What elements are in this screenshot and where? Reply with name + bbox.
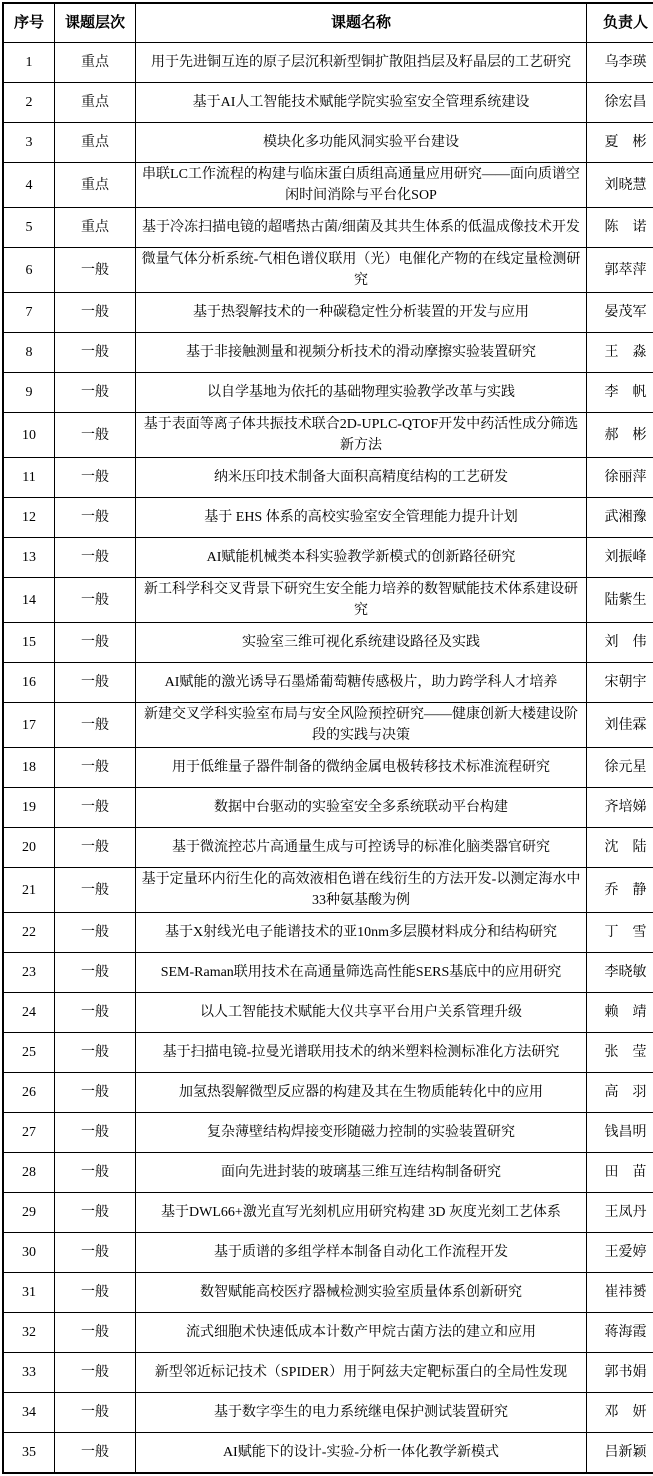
- cell-title: 微量气体分析系统-气相色谱仪联用（光）电催化产物的在线定量检测研究: [136, 248, 587, 293]
- cell-leader: 宋朝宇: [587, 663, 653, 703]
- cell-level: 一般: [55, 1393, 136, 1433]
- cell-level: 一般: [55, 1433, 136, 1474]
- cell-title: 基于非接触测量和视频分析技术的滑动摩擦实验装置研究: [136, 333, 587, 373]
- cell-title: 基于AI人工智能技术赋能学院实验室安全管理系统建设: [136, 83, 587, 123]
- table-row: [3, 993, 653, 1033]
- table-row: [3, 208, 653, 248]
- table-row: [3, 538, 653, 578]
- cell-level: 一般: [55, 333, 136, 373]
- cell-level: 一般: [55, 293, 136, 333]
- cell-leader: 陈 诺: [587, 208, 653, 248]
- cell-title: AI赋能下的设计-实验-分析一体化教学新模式: [136, 1433, 587, 1474]
- cell-level: 一般: [55, 458, 136, 498]
- cell-no: 32: [3, 1313, 55, 1353]
- table-row: [3, 788, 653, 828]
- table-row: [3, 828, 653, 868]
- table-row: [3, 123, 653, 163]
- cell-no: 12: [3, 498, 55, 538]
- cell-level: 一般: [55, 1033, 136, 1073]
- cell-leader: 李 帆: [587, 373, 653, 413]
- cell-no: 3: [3, 123, 55, 163]
- cell-level: 一般: [55, 498, 136, 538]
- cell-no: 25: [3, 1033, 55, 1073]
- cell-no: 34: [3, 1393, 55, 1433]
- cell-leader: 陆紫生: [587, 578, 653, 623]
- cell-leader: 晏茂军: [587, 293, 653, 333]
- cell-level: 一般: [55, 1073, 136, 1113]
- cell-no: 33: [3, 1353, 55, 1393]
- cell-no: 31: [3, 1273, 55, 1313]
- cell-level: 一般: [55, 913, 136, 953]
- cell-level: 一般: [55, 748, 136, 788]
- cell-title: 新工科学科交叉背景下研究生安全能力培养的数智赋能技术体系建设研究: [136, 578, 587, 623]
- cell-leader: 蒋海霞: [587, 1313, 653, 1353]
- cell-leader: 张 莹: [587, 1033, 653, 1073]
- cell-title: 以自学基地为依托的基础物理实验教学改革与实践: [136, 373, 587, 413]
- cell-leader: 王 淼: [587, 333, 653, 373]
- cell-no: 10: [3, 413, 55, 458]
- cell-no: 27: [3, 1113, 55, 1153]
- cell-no: 13: [3, 538, 55, 578]
- cell-leader: 田 苗: [587, 1153, 653, 1193]
- cell-no: 9: [3, 373, 55, 413]
- cell-no: 8: [3, 333, 55, 373]
- table-body: [3, 43, 653, 1474]
- table-row: [3, 1113, 653, 1153]
- header-leader: 负责人: [587, 3, 653, 43]
- cell-leader: 王爱婷: [587, 1233, 653, 1273]
- cell-leader: 刘佳霖: [587, 703, 653, 748]
- cell-title: 新建交叉学科实验室布局与安全风险预控研究——健康创新大楼建设阶段的实践与决策: [136, 703, 587, 748]
- cell-level: 一般: [55, 953, 136, 993]
- cell-title: AI赋能机械类本科实验教学新模式的创新路径研究: [136, 538, 587, 578]
- cell-title: 串联LC工作流程的构建与临床蛋白质组高通量应用研究——面向质谱空闲时间消除与平台化SOP: [136, 163, 587, 208]
- cell-title: 基于表面等离子体共振技术联合2D-UPLC-QTOF开发中药活性成分筛选新方法: [136, 413, 587, 458]
- cell-no: 6: [3, 248, 55, 293]
- cell-leader: 徐丽萍: [587, 458, 653, 498]
- cell-level: 重点: [55, 163, 136, 208]
- cell-no: 7: [3, 293, 55, 333]
- cell-title: 基于扫描电镜-拉曼光谱联用技术的纳米塑料检测标准化方法研究: [136, 1033, 587, 1073]
- cell-no: 21: [3, 868, 55, 913]
- cell-no: 1: [3, 43, 55, 83]
- cell-no: 23: [3, 953, 55, 993]
- cell-leader: 郭萃萍: [587, 248, 653, 293]
- cell-title: 基于定量环内衍生化的高效液相色谱在线衍生的方法开发-以测定海水中33种氨基酸为例: [136, 868, 587, 913]
- cell-title: 复杂薄壁结构焊接变形随磁力控制的实验装置研究: [136, 1113, 587, 1153]
- cell-level: 一般: [55, 1353, 136, 1393]
- cell-no: 14: [3, 578, 55, 623]
- cell-leader: 郝 彬: [587, 413, 653, 458]
- table-row: [3, 663, 653, 703]
- cell-leader: 乌李瑛: [587, 43, 653, 83]
- cell-leader: 武湘豫: [587, 498, 653, 538]
- cell-title: 用于先进铜互连的原子层沉积新型铜扩散阻挡层及籽晶层的工艺研究: [136, 43, 587, 83]
- table-row: [3, 1433, 653, 1474]
- cell-no: 22: [3, 913, 55, 953]
- cell-level: 一般: [55, 663, 136, 703]
- cell-title: 加氢热裂解微型反应器的构建及其在生物质能转化中的应用: [136, 1073, 587, 1113]
- cell-level: 一般: [55, 1153, 136, 1193]
- table-row: [3, 163, 653, 208]
- cell-title: 模块化多功能风洞实验平台建设: [136, 123, 587, 163]
- cell-title: 基于数字孪生的电力系统继电保护测试装置研究: [136, 1393, 587, 1433]
- cell-level: 一般: [55, 1193, 136, 1233]
- header-title: 课题名称: [136, 3, 587, 43]
- cell-title: 以人工智能技术赋能大仪共享平台用户关系管理升级: [136, 993, 587, 1033]
- table-row: [3, 1393, 653, 1433]
- cell-no: 2: [3, 83, 55, 123]
- cell-no: 5: [3, 208, 55, 248]
- table-row: [3, 1313, 653, 1353]
- cell-no: 18: [3, 748, 55, 788]
- cell-title: 基于微流控芯片高通量生成与可控诱导的标准化脑类器官研究: [136, 828, 587, 868]
- cell-level: 一般: [55, 578, 136, 623]
- cell-level: 重点: [55, 123, 136, 163]
- table-row: [3, 868, 653, 913]
- cell-leader: 乔 静: [587, 868, 653, 913]
- header-no: 序号: [3, 3, 55, 43]
- cell-leader: 赖 靖: [587, 993, 653, 1033]
- table-row: [3, 1153, 653, 1193]
- cell-no: 29: [3, 1193, 55, 1233]
- table-row: [3, 623, 653, 663]
- cell-level: 一般: [55, 1273, 136, 1313]
- cell-leader: 沈 陆: [587, 828, 653, 868]
- cell-no: 16: [3, 663, 55, 703]
- table-header: [3, 3, 653, 43]
- cell-title: SEM-Raman联用技术在高通量筛选高性能SERS基底中的应用研究: [136, 953, 587, 993]
- cell-level: 重点: [55, 43, 136, 83]
- cell-leader: 夏 彬: [587, 123, 653, 163]
- cell-no: 30: [3, 1233, 55, 1273]
- table-row: [3, 1193, 653, 1233]
- table-row: [3, 248, 653, 293]
- table-row: [3, 703, 653, 748]
- table-row: [3, 1273, 653, 1313]
- cell-title: 基于冷冻扫描电镜的超嗜热古菌/细菌及其共生体系的低温成像技术开发: [136, 208, 587, 248]
- cell-leader: 刘 伟: [587, 623, 653, 663]
- cell-level: 一般: [55, 1313, 136, 1353]
- cell-leader: 徐元星: [587, 748, 653, 788]
- cell-leader: 齐培娣: [587, 788, 653, 828]
- cell-leader: 高 羽: [587, 1073, 653, 1113]
- table-row: [3, 578, 653, 623]
- header-row: [3, 3, 653, 43]
- cell-no: 24: [3, 993, 55, 1033]
- cell-leader: 吕新颖: [587, 1433, 653, 1474]
- table-row: [3, 333, 653, 373]
- table-row: [3, 1353, 653, 1393]
- table-row: [3, 748, 653, 788]
- cell-no: 20: [3, 828, 55, 868]
- cell-leader: 丁 雪: [587, 913, 653, 953]
- cell-no: 15: [3, 623, 55, 663]
- cell-leader: 郭书娟: [587, 1353, 653, 1393]
- cell-no: 17: [3, 703, 55, 748]
- cell-level: 一般: [55, 623, 136, 663]
- projects-table: [2, 2, 653, 1474]
- cell-level: 一般: [55, 538, 136, 578]
- cell-level: 一般: [55, 248, 136, 293]
- cell-level: 一般: [55, 828, 136, 868]
- cell-leader: 邓 妍: [587, 1393, 653, 1433]
- cell-level: 重点: [55, 208, 136, 248]
- cell-no: 4: [3, 163, 55, 208]
- cell-title: 新型邻近标记技术（SPIDER）用于阿兹夫定靶标蛋白的全局性发现: [136, 1353, 587, 1393]
- cell-title: 基于DWL66+激光直写光刻机应用研究构建 3D 灰度光刻工艺体系: [136, 1193, 587, 1233]
- cell-no: 11: [3, 458, 55, 498]
- cell-leader: 徐宏昌: [587, 83, 653, 123]
- header-level: 课题层次: [55, 3, 136, 43]
- cell-title: AI赋能的激光诱导石墨烯葡萄糖传感极片，助力跨学科人才培养: [136, 663, 587, 703]
- cell-title: 面向先进封装的玻璃基三维互连结构制备研究: [136, 1153, 587, 1193]
- table-row: [3, 498, 653, 538]
- table-row: [3, 373, 653, 413]
- cell-level: 一般: [55, 868, 136, 913]
- cell-level: 一般: [55, 1233, 136, 1273]
- cell-title: 数据中台驱动的实验室安全多系统联动平台构建: [136, 788, 587, 828]
- cell-title: 基于X射线光电子能谱技术的亚10nm多层膜材料成分和结构研究: [136, 913, 587, 953]
- cell-title: 基于质谱的多组学样本制备自动化工作流程开发: [136, 1233, 587, 1273]
- cell-leader: 李晓敏: [587, 953, 653, 993]
- cell-title: 实验室三维可视化系统建设路径及实践: [136, 623, 587, 663]
- table-row: [3, 293, 653, 333]
- table-row: [3, 913, 653, 953]
- cell-no: 19: [3, 788, 55, 828]
- table-row: [3, 1033, 653, 1073]
- cell-level: 一般: [55, 373, 136, 413]
- table-row: [3, 1073, 653, 1113]
- table-row: [3, 953, 653, 993]
- table-row: [3, 43, 653, 83]
- cell-level: 一般: [55, 413, 136, 458]
- cell-level: 重点: [55, 83, 136, 123]
- cell-level: 一般: [55, 1113, 136, 1153]
- cell-title: 基于热裂解技术的一种碳稳定性分析装置的开发与应用: [136, 293, 587, 333]
- cell-leader: 崔祎赟: [587, 1273, 653, 1313]
- cell-title: 纳米压印技术制备大面积高精度结构的工艺研发: [136, 458, 587, 498]
- cell-leader: 钱昌明: [587, 1113, 653, 1153]
- cell-title: 流式细胞术快速低成本计数产甲烷古菌方法的建立和应用: [136, 1313, 587, 1353]
- table-row: [3, 413, 653, 458]
- table-row: [3, 83, 653, 123]
- table-row: [3, 458, 653, 498]
- cell-no: 28: [3, 1153, 55, 1193]
- cell-leader: 刘振峰: [587, 538, 653, 578]
- cell-leader: 王凤丹: [587, 1193, 653, 1233]
- cell-title: 数智赋能高校医疗器械检测实验室质量体系创新研究: [136, 1273, 587, 1313]
- cell-level: 一般: [55, 703, 136, 748]
- cell-level: 一般: [55, 788, 136, 828]
- cell-title: 基于 EHS 体系的高校实验室安全管理能力提升计划: [136, 498, 587, 538]
- cell-level: 一般: [55, 993, 136, 1033]
- cell-title: 用于低维量子器件制备的微纳金属电极转移技术标准流程研究: [136, 748, 587, 788]
- cell-no: 26: [3, 1073, 55, 1113]
- cell-leader: 刘晓慧: [587, 163, 653, 208]
- cell-no: 35: [3, 1433, 55, 1474]
- table-row: [3, 1233, 653, 1273]
